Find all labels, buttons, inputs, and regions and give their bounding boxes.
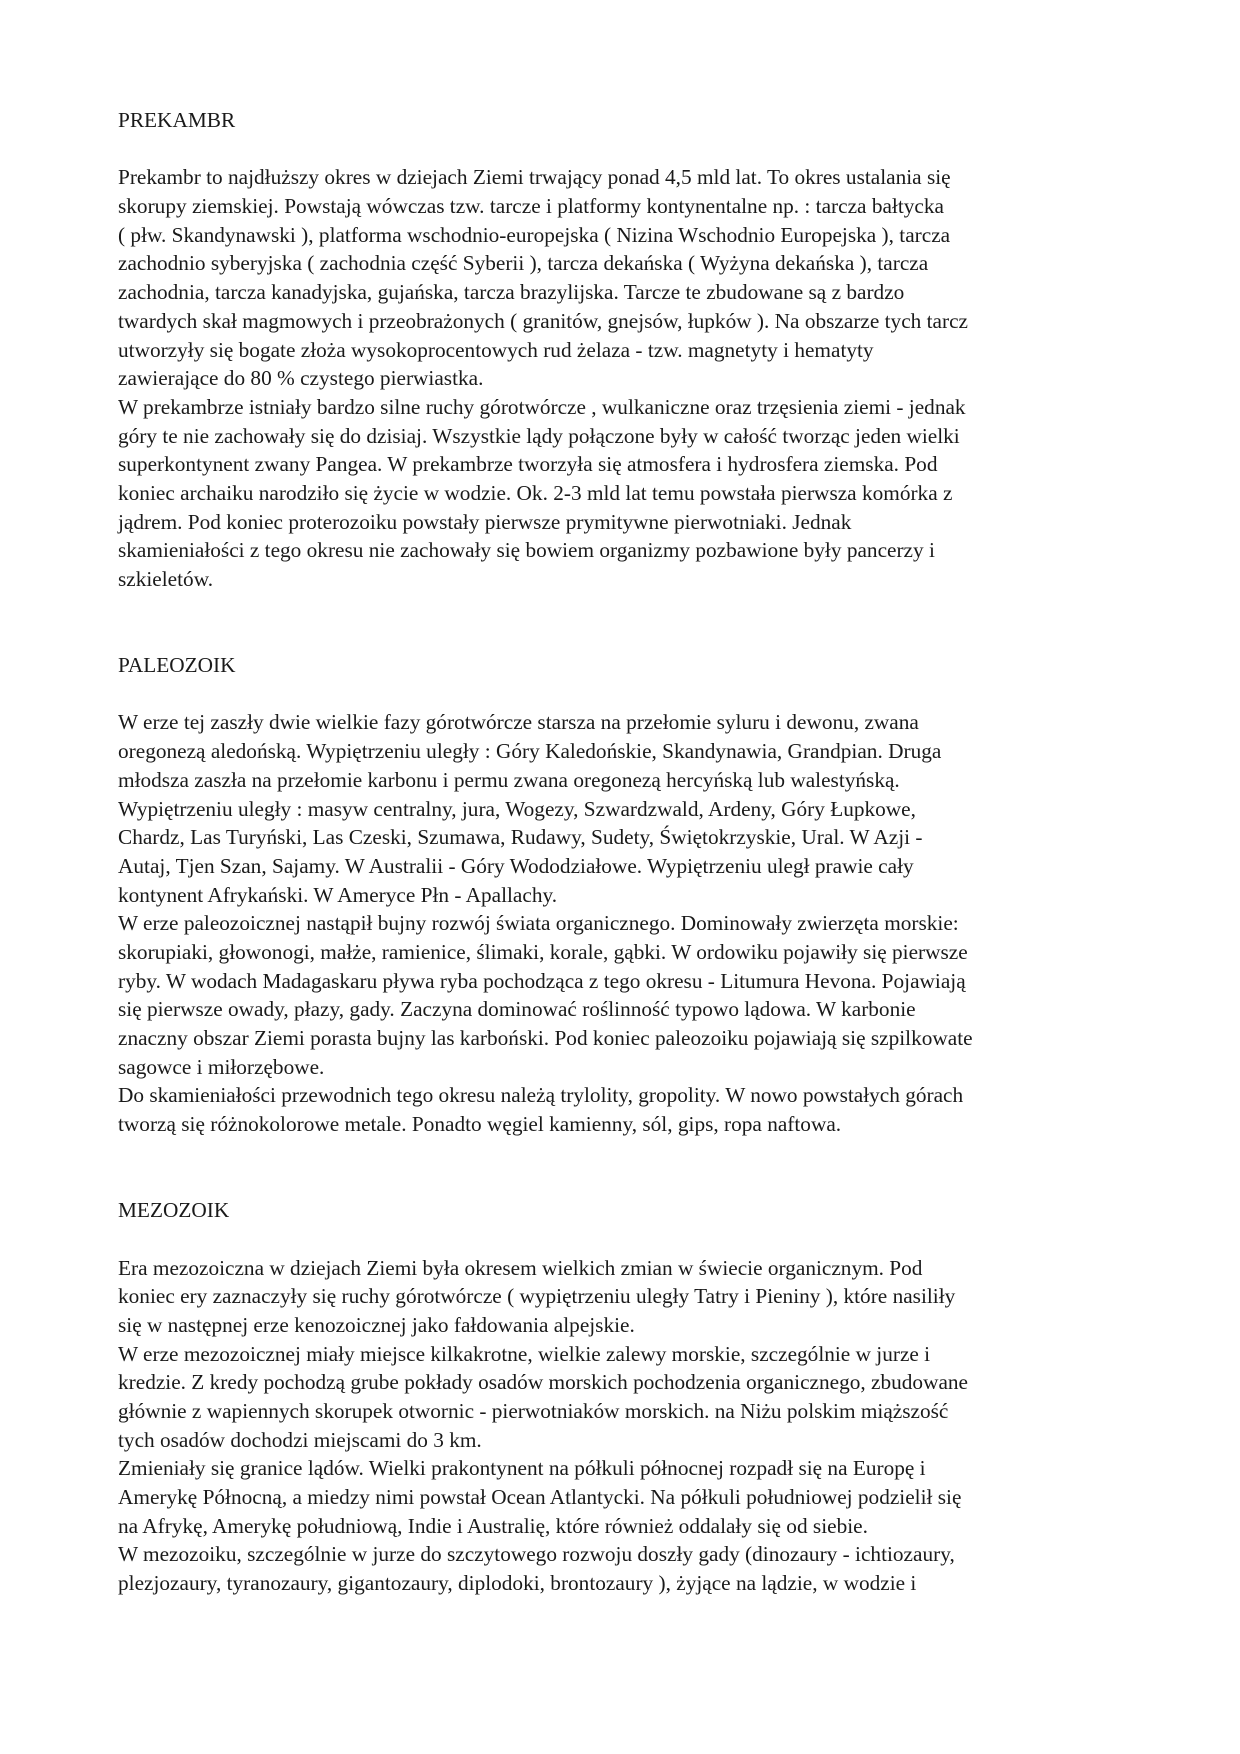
spacer [118,1139,1128,1196]
text-line: młodsza zaszła na przełomie karbonu i permu zwana oregonezą hercyńską lub walestyńską. [118,767,900,792]
text-line: kontynent Afrykański. W Ameryce Płn - Apallachy. [118,882,558,907]
text-line: szkieletów. [118,567,214,591]
text-line: zachodnio syberyjska ( zachodnia część Syberii ), tarcza dekańska ( Wyżyna dekańska ), tarcza [118,251,929,276]
text-line: Amerykę Północną, a miedzy nimi powstał Ocean Atlantycki. Na półkuli południowej podzielił się [118,1485,962,1510]
text-line: góry te nie zachowały się do dzisiaj. Wszystkie lądy połączone były w całość tworząc jeden wielki [118,423,960,448]
spacer [118,594,1128,651]
text-line: Wypiętrzeniu uległy : masyw centralny, jura, Wogezy, Szwardzwald, Ardeny, Góry Łupkowe, [118,796,916,821]
text-line: Zmieniały się granice lądów. Wielki prakontynent na półkuli północnej rozpadł się na Europę i [118,1456,926,1481]
text-line: ( płw. Skandynawski ), platforma wschodnio-europejska ( Nizina Wschodnio Europejska ), tarcza [118,222,951,247]
text-line: twardych skał magmowych i przeobrażonych ( granitów, gnejsów, łupków ). Na obszarze tych tarcz [118,308,968,333]
section-heading-prekambr: PREKAMBR [118,108,236,132]
text-line: skamieniałości z tego okresu nie zachowały się bowiem organizmy pozbawione były pancerzy i [118,538,935,563]
section-heading-paleozoik: PALEOZOIK [118,653,236,678]
text-line: tworzą się różnokolorowe metale. Ponadto węgiel kamienny, sól, gips, ropa naftowa. [118,1112,842,1137]
text-line: Era mezozoiczna w dziejach Ziemi była okresem wielkich zmian w świecie organicznym. Pod [118,1255,923,1280]
text-line: koniec ery zaznaczyły się ruchy górotwórcze ( wypiętrzeniu uległy Tatry i Pieniny ), które nasiliły [118,1284,956,1309]
text-line: Prekambr to najdłuższy okres w dziejach Ziemi trwający ponad 4,5 mld lat. To okres ustalania się [118,165,951,190]
text-line: W erze mezozoicznej miały miejsce kilkakrotne, wielkie zalewy morskie, szczególnie w jurze i [118,1341,931,1366]
text-line: zawierające do 80 % czystego pierwiastka. [118,366,484,391]
text-line: superkontynent zwany Pangea. W prekambrze tworzyła się atmosfera i hydrosfera ziemska. Pod [118,452,938,477]
text-line: sagowce i miłorzębowe. [118,1054,325,1079]
text-line: Do skamieniałości przewodnich tego okresu należą trylolity, gropolity. W nowo powstałych górach [118,1083,964,1108]
text-line: zachodnia, tarcza kanadyjska, gujańska, tarcza brazylijska. Tarcze te zbudowane są z bardzo [118,280,905,305]
spacer [118,135,1128,164]
text-line: utworzyły się bogate złoża wysokoprocentowych rud żelaza - tzw. magnetyty i hematyty [118,337,874,362]
text-line: W prekambrze istniały bardzo silne ruchy górotwórcze , wulkaniczne oraz trzęsienia ziemi - jednak [118,394,966,419]
text-line: Chardz, Las Turyński, Las Czeski, Szumawa, Rudawy, Sudety, Świętokrzyskie, Ural. W Azji - [118,825,923,850]
text-line: koniec archaiku narodziło się życie w wodzie. Ok. 2-3 mld lat temu powstała pierwsza komórka z [118,480,953,505]
text-line: na Afrykę, Amerykę południową, Indie i Australię, które również oddalały się od siebie. [118,1513,868,1538]
text-line: skorupiaki, głowonogi, małże, ramienice, ślimaki, korale, gąbki. W ordowiku pojawiły się pierwsze [118,939,968,964]
text-line: tych osadów dochodzi miejscami do 3 km. [118,1427,482,1452]
section-body-paleozoik [118,708,1128,1138]
text-line: znaczny obszar Ziemi porasta bujny las karboński. Pod koniec paleozoiku pojawiają się szpilkowate [118,1026,973,1051]
section-heading-mezozoik: MEZOZOIK [118,1198,230,1223]
text-line: ryby. W wodach Madagaskaru pływa ryba pochodząca z tego okresu - Litumura Hevona. Pojawiają [118,968,966,993]
text-line: kredzie. Z kredy pochodzą grube pokłady osadów morskich pochodzenia organicznego, zbudowane [118,1370,969,1395]
text-line: się w następnej erze kenozoicznej jako fałdowania alpejskie. [118,1312,635,1337]
text-line: jądrem. Pod koniec proterozoiku powstały pierwsze prymitywne pierwotniaki. Jednak [118,509,852,534]
spacer [118,680,1128,709]
document-page [118,106,1128,1598]
text-line: skorupy ziemskiej. Powstają wówczas tzw. tarcze i platformy kontynentalne np. : tarcza bałtycka [118,194,944,219]
text-line: plezjozaury, tyranozaury, gigantozaury, diplodoki, brontozaury ), żyjące na lądzie, w wodzie i [118,1571,917,1596]
text-line: W mezozoiku, szczególnie w jurze do szczytowego rozwoju doszły gady (dinozaury - ichtiozaury, [118,1542,955,1567]
text-line: W erze tej zaszły dwie wielkie fazy górotwórcze starsza na przełomie syluru i dewonu, zwana [118,710,919,735]
section-body-mezozoik [118,1254,1128,1598]
text-line: się pierwsze owady, płazy, gady. Zaczyna dominować roślinność typowo lądowa. W karbonie [118,997,916,1022]
text-line: Autaj, Tjen Szan, Sajamy. W Australii - Góry Wododziałowe. Wypiętrzeniu uległ prawie cały [118,853,914,878]
text-line: oregonezą aledońską. Wypiętrzeniu uległy : Góry Kaledońskie, Skandynawia, Grandpian. Druga [118,739,942,764]
text-line: W erze paleozoicznej nastąpił bujny rozwój świata organicznego. Dominowały zwierzęta morskie: [118,911,959,936]
section-body-prekambr [118,163,1128,593]
spacer [118,1225,1128,1254]
text-line: głównie z wapiennych skorupek otwornic - pierwotniaków morskich. na Niżu polskim miąższość [118,1398,949,1423]
